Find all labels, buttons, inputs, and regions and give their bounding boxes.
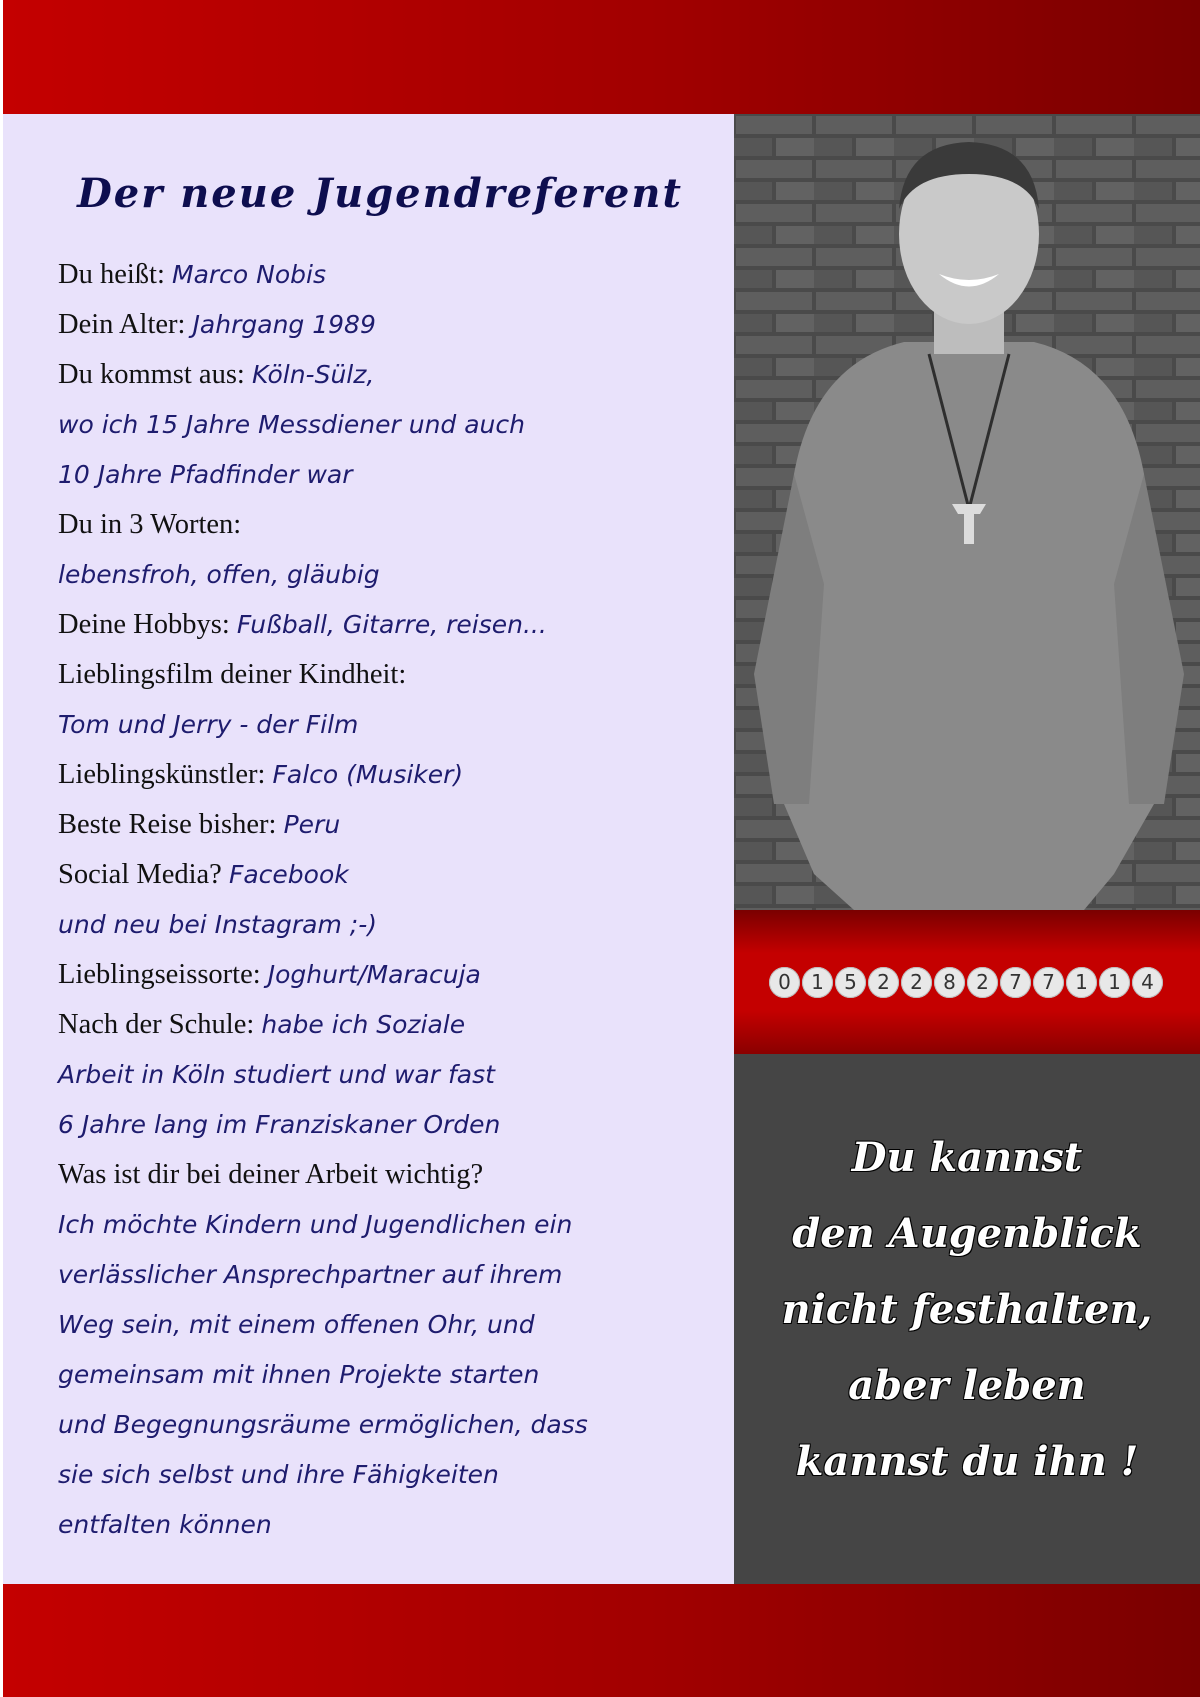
phone-digit: 2	[868, 967, 899, 998]
profile-line	[58, 499, 241, 549]
profile-line	[58, 249, 326, 299]
line-label: Deine Hobbys:	[58, 609, 237, 640]
line-label: Du in 3 Worten:	[58, 509, 242, 540]
line-value: Jahrgang 1989	[192, 310, 376, 339]
profile-line	[58, 1199, 572, 1249]
phone-digit: 2	[967, 967, 998, 998]
phone-panel	[734, 910, 1200, 1054]
line-value: Tom und Jerry - der Film	[58, 710, 359, 739]
profile-line	[58, 899, 377, 949]
profile-line	[58, 749, 463, 799]
profile-line	[58, 599, 547, 649]
profile-line	[58, 1299, 535, 1349]
quote-text	[734, 1120, 1200, 1500]
line-value: und Begegnungsräume ermöglichen, dass	[58, 1410, 588, 1439]
phone-digit: 7	[1000, 967, 1031, 998]
profile-line	[58, 1049, 495, 1099]
line-value: Facebook	[228, 860, 349, 889]
profile-line	[58, 849, 349, 899]
top-red-band	[3, 0, 1200, 114]
profile-line	[58, 1399, 588, 1449]
line-value: entfalten können	[58, 1510, 272, 1539]
line-value: Weg sein, mit einem offenen Ohr, und	[58, 1310, 535, 1339]
line-value: Köln-Sülz,	[251, 360, 375, 389]
profile-line	[58, 699, 358, 749]
profile-line	[58, 349, 374, 399]
line-label: Was ist dir bei deiner Arbeit wichtig?	[58, 1159, 484, 1190]
quote-line: nicht festhalten,	[781, 1286, 1153, 1333]
portrait-illustration	[734, 114, 1200, 910]
quote-line: den Augenblick	[792, 1210, 1142, 1257]
line-value: und neu bei Instagram ;-)	[58, 910, 377, 939]
phone-digit: 1	[1066, 967, 1097, 998]
phone-number	[734, 967, 1200, 998]
line-label: Lieblingseissorte:	[58, 959, 268, 990]
quote-line: Du kannst	[851, 1134, 1083, 1181]
profile-line	[58, 1099, 500, 1149]
line-value: verlässlicher Ansprechpartner auf ihrem	[58, 1260, 563, 1289]
line-label: Beste Reise bisher:	[58, 809, 284, 840]
profile-line	[58, 549, 380, 599]
phone-digit: 5	[835, 967, 866, 998]
line-value: gemeinsam mit ihnen Projekte starten	[58, 1360, 540, 1389]
line-value: 6 Jahre lang im Franziskaner Orden	[58, 1110, 501, 1139]
profile-line	[58, 299, 376, 349]
line-value: 10 Jahre Pfadfinder war	[58, 460, 353, 489]
phone-digit: 4	[1132, 967, 1163, 998]
profile-line	[58, 449, 352, 499]
line-value: wo ich 15 Jahre Messdiener und auch	[58, 410, 525, 439]
line-value: Falco (Musiker)	[272, 760, 464, 789]
profile-line	[58, 949, 481, 999]
phone-digit: 2	[901, 967, 932, 998]
phone-digit: 8	[934, 967, 965, 998]
line-value: sie sich selbst und ihre Fähigkeiten	[58, 1460, 499, 1489]
profile-line	[58, 1149, 483, 1199]
line-value: lebensfroh, offen, gläubig	[58, 560, 380, 589]
profile-line	[58, 1349, 539, 1399]
line-label: Social Media?	[58, 859, 229, 890]
line-value: Fußball, Gitarre, reisen...	[236, 610, 547, 639]
line-label: Dein Alter:	[58, 309, 193, 340]
line-label: Du kommst aus:	[58, 359, 252, 390]
profile-line	[58, 999, 465, 1049]
page-title: Der neue Jugendreferent	[77, 170, 683, 217]
profile-line	[58, 1249, 562, 1299]
quote-line: aber leben	[848, 1362, 1086, 1409]
phone-digit: 1	[802, 967, 833, 998]
bottom-red-band	[3, 1584, 1200, 1697]
quote-panel	[734, 1054, 1200, 1584]
line-label: Du heißt:	[58, 259, 172, 290]
profile-line	[58, 649, 406, 699]
phone-digit: 1	[1099, 967, 1130, 998]
quote-line: kannst du ihn !	[795, 1438, 1139, 1485]
line-value: habe ich Soziale	[261, 1010, 466, 1039]
line-label: Lieblingskünstler:	[58, 759, 273, 790]
line-label: Lieblingsfilm deiner Kindheit:	[58, 659, 407, 690]
phone-digit: 0	[769, 967, 800, 998]
profile-line	[58, 399, 525, 449]
profile-line	[58, 1449, 499, 1499]
line-value: Ich möchte Kindern und Jugendlichen ein	[58, 1210, 573, 1239]
line-value: Peru	[283, 810, 341, 839]
line-value: Joghurt/Maracuja	[267, 960, 481, 989]
phone-digit: 7	[1033, 967, 1064, 998]
line-value: Marco Nobis	[172, 260, 326, 289]
line-value: Arbeit in Köln studiert und war fast	[58, 1060, 495, 1089]
profile-line	[58, 1499, 272, 1549]
portrait-photo	[734, 114, 1200, 910]
line-label: Nach der Schule:	[58, 1009, 262, 1040]
profile-line	[58, 799, 340, 849]
